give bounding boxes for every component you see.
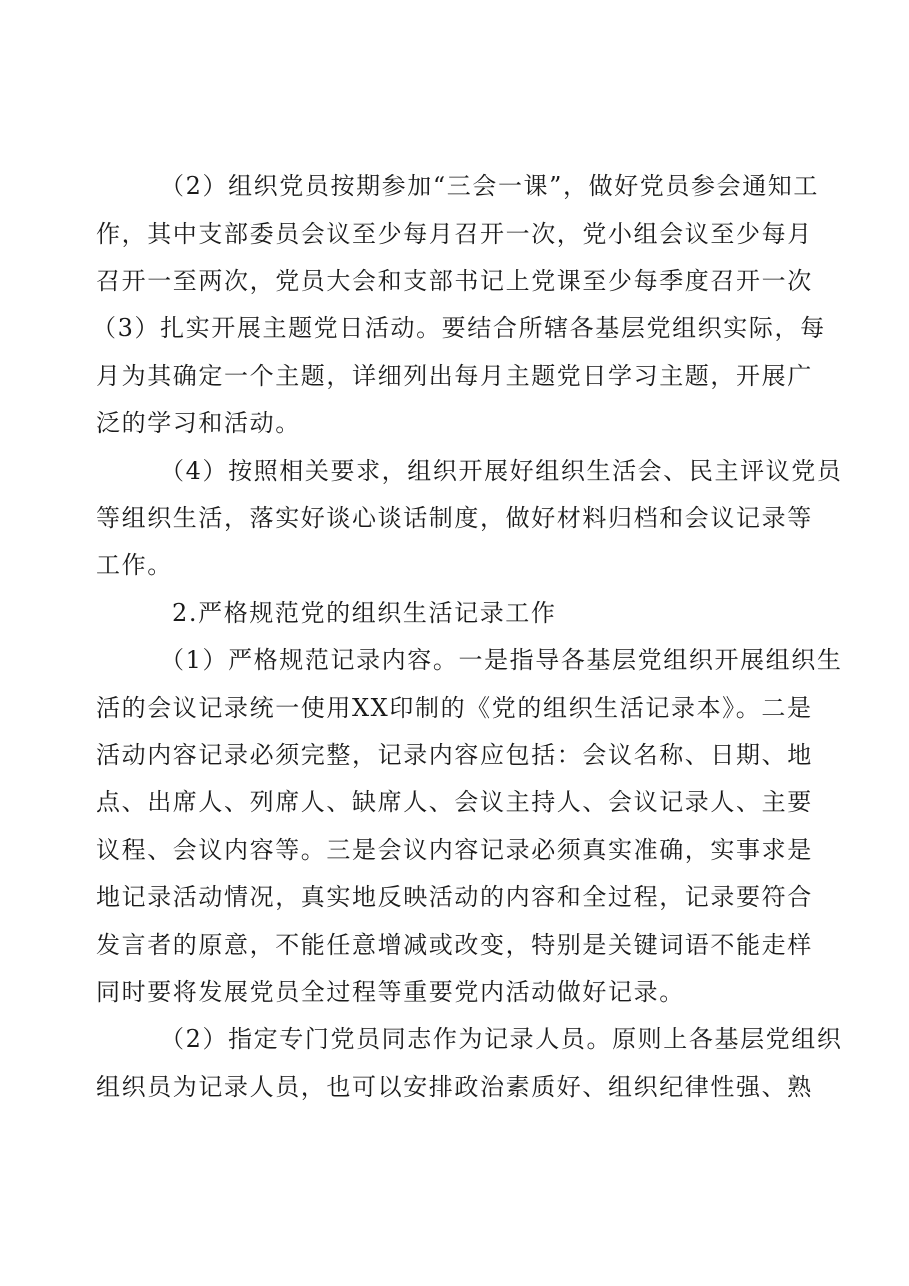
- text-line: 议程、会议内容等。三是会议内容记录必须真实准确，实事求是: [96, 836, 813, 864]
- text-line: （3）扎实开展主题党日活动。要结合所辖各基层党组织实际，每: [92, 314, 826, 342]
- text-line: 组织员为记录人员，也可以安排政治素质好、组织纪律性强、熟: [96, 1073, 813, 1101]
- text-line: 召开一至两次，党员大会和支部书记上党课至少每季度召开一次: [96, 267, 813, 295]
- text-line: 工作。: [96, 551, 173, 579]
- text-line: 活的会议记录统一使用XX印制的《党的组织生活记录本》。二是: [96, 694, 813, 722]
- text-line: 同时要将发展党员全过程等重要党内活动做好记录。: [96, 978, 685, 1006]
- text-line: 活动内容记录必须完整，记录内容应包括：会议名称、日期、地: [96, 741, 813, 769]
- text-line: （4）按照相关要求，组织开展好组织生活会、民主评议党员: [160, 457, 843, 485]
- text-line: 点、出席人、列席人、缺席人、会议主持人、会议记录人、主要: [96, 788, 813, 816]
- text-line: 月为其确定一个主题，详细列出每月主题党日学习主题，开展广: [96, 362, 813, 390]
- text-line: （2）组织党员按期参加“三会一课”，做好党员参会通知工: [160, 172, 820, 200]
- section-heading: 2.严格规范党的组织生活记录工作: [172, 599, 557, 627]
- text-line: 作，其中支部委员会议至少每月召开一次，党小组会议至少每月: [96, 220, 813, 248]
- text-line: （1）严格规范记录内容。一是指导各基层党组织开展组织生: [160, 646, 843, 674]
- text-line: 泛的学习和活动。: [96, 409, 301, 437]
- text-line: 发言者的原意，不能任意增减或改变，特别是关键词语不能走样: [96, 931, 813, 959]
- text-line: （2）指定专门党员同志作为记录人员。原则上各基层党组织: [160, 1025, 843, 1053]
- text-line: 等组织生活，落实好谈心谈话制度，做好材料归档和会议记录等: [96, 504, 813, 532]
- text-line: 地记录活动情况，真实地反映活动的内容和全过程，记录要符合: [96, 883, 813, 911]
